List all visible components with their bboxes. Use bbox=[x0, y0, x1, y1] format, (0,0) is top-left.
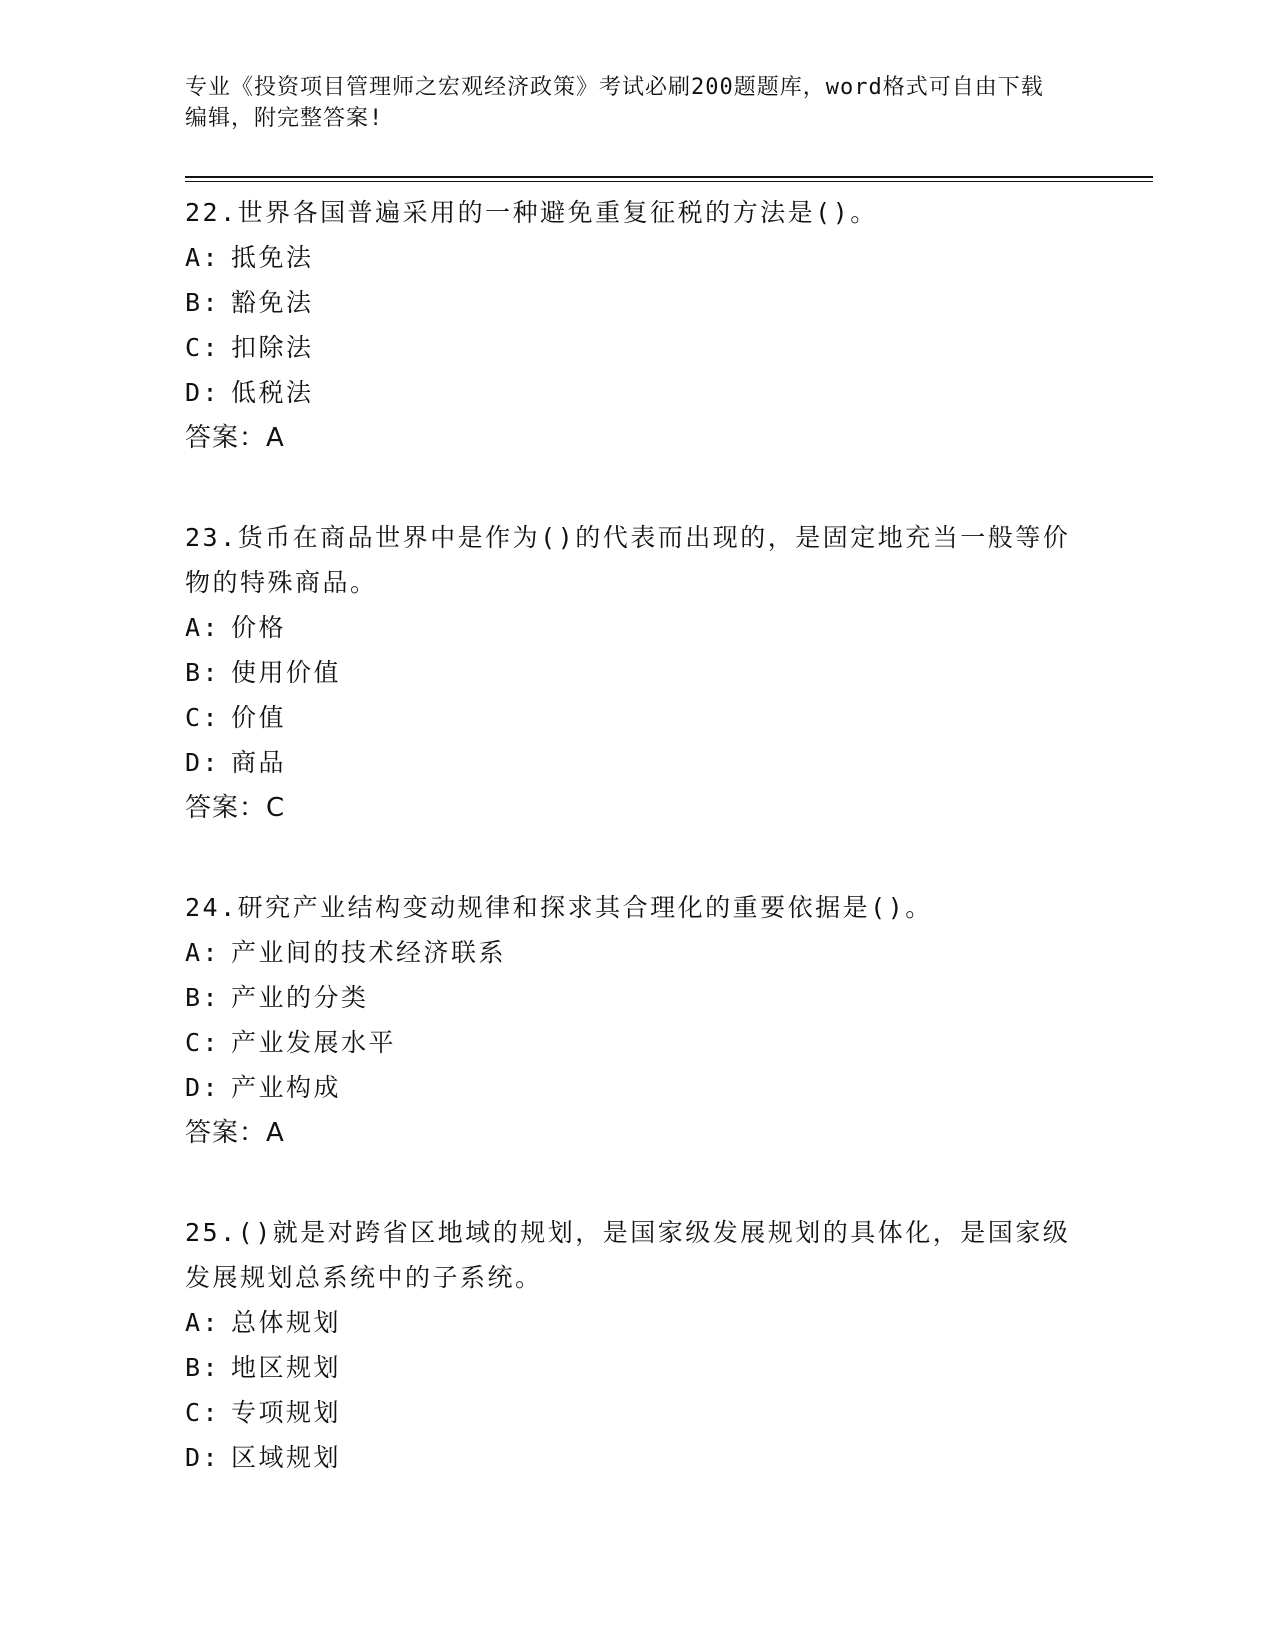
question-22 bbox=[185, 190, 1085, 461]
header-divider-thin bbox=[185, 181, 1153, 182]
question-stem: 23.货币在商品世界中是作为()的代表而出现的，是固定地充当一般等价物的特殊商品。 bbox=[185, 523, 1071, 597]
answer-line: 答案：C bbox=[185, 793, 286, 823]
option-a bbox=[185, 1300, 1085, 1345]
question-list bbox=[185, 190, 1085, 1534]
question-stem: 25.()就是对跨省区地域的规划，是国家级发展规划的具体化，是国家级发展规划总系统中的子系统。 bbox=[185, 1218, 1071, 1292]
option-text: 产业间的技术经济联系 bbox=[231, 938, 507, 967]
option-d bbox=[185, 370, 1085, 415]
option-a bbox=[185, 930, 1085, 975]
question-25 bbox=[185, 1210, 1085, 1480]
question-24 bbox=[185, 885, 1085, 1156]
option-c bbox=[185, 695, 1085, 740]
option-letter: B: bbox=[185, 288, 221, 317]
option-b bbox=[185, 975, 1085, 1020]
answer-line: 答案：A bbox=[185, 423, 285, 453]
option-letter: A: bbox=[185, 613, 221, 642]
option-c bbox=[185, 1390, 1085, 1435]
option-letter: D: bbox=[185, 748, 221, 777]
option-text: 价值 bbox=[231, 703, 287, 732]
option-a bbox=[185, 605, 1085, 650]
option-letter: A: bbox=[185, 243, 221, 272]
option-letter: C: bbox=[185, 703, 221, 732]
option-letter: D: bbox=[185, 378, 221, 407]
option-letter: A: bbox=[185, 938, 221, 967]
option-letter: C: bbox=[185, 1398, 221, 1427]
option-letter: C: bbox=[185, 333, 221, 362]
document-header: 专业《投资项目管理师之宏观经济政策》考试必刷200题题库，word格式可自由下载编辑，附完整答案! bbox=[185, 75, 1044, 131]
question-stem: 24.研究产业结构变动规律和探求其合理化的重要依据是()。 bbox=[185, 893, 933, 922]
option-text: 价格 bbox=[231, 613, 287, 642]
option-b bbox=[185, 650, 1085, 695]
option-c bbox=[185, 325, 1085, 370]
option-text: 产业的分类 bbox=[231, 983, 369, 1012]
option-letter: B: bbox=[185, 983, 221, 1012]
option-text: 扣除法 bbox=[231, 333, 314, 362]
option-text: 抵免法 bbox=[231, 243, 314, 272]
option-text: 产业发展水平 bbox=[231, 1028, 397, 1057]
option-d bbox=[185, 1435, 1085, 1480]
option-c bbox=[185, 1020, 1085, 1065]
option-d bbox=[185, 740, 1085, 785]
option-letter: A: bbox=[185, 1308, 221, 1337]
option-b bbox=[185, 1345, 1085, 1390]
option-text: 商品 bbox=[231, 748, 287, 777]
option-b bbox=[185, 280, 1085, 325]
option-letter: B: bbox=[185, 1353, 221, 1382]
option-letter: C: bbox=[185, 1028, 221, 1057]
option-text: 区域规划 bbox=[231, 1443, 342, 1472]
option-text: 低税法 bbox=[231, 378, 314, 407]
question-stem: 22.世界各国普遍采用的一种避免重复征税的方法是()。 bbox=[185, 198, 878, 227]
option-text: 总体规划 bbox=[231, 1308, 342, 1337]
option-letter: B: bbox=[185, 658, 221, 687]
option-letter: D: bbox=[185, 1443, 221, 1472]
answer-line: 答案：A bbox=[185, 1118, 285, 1148]
option-text: 豁免法 bbox=[231, 288, 314, 317]
question-23 bbox=[185, 515, 1085, 831]
option-letter: D: bbox=[185, 1073, 221, 1102]
option-text: 地区规划 bbox=[231, 1353, 342, 1382]
option-a bbox=[185, 235, 1085, 280]
option-text: 产业构成 bbox=[231, 1073, 342, 1102]
option-text: 使用价值 bbox=[231, 658, 342, 687]
header-divider-thick bbox=[185, 176, 1153, 178]
option-d bbox=[185, 1065, 1085, 1110]
option-text: 专项规划 bbox=[231, 1398, 342, 1427]
